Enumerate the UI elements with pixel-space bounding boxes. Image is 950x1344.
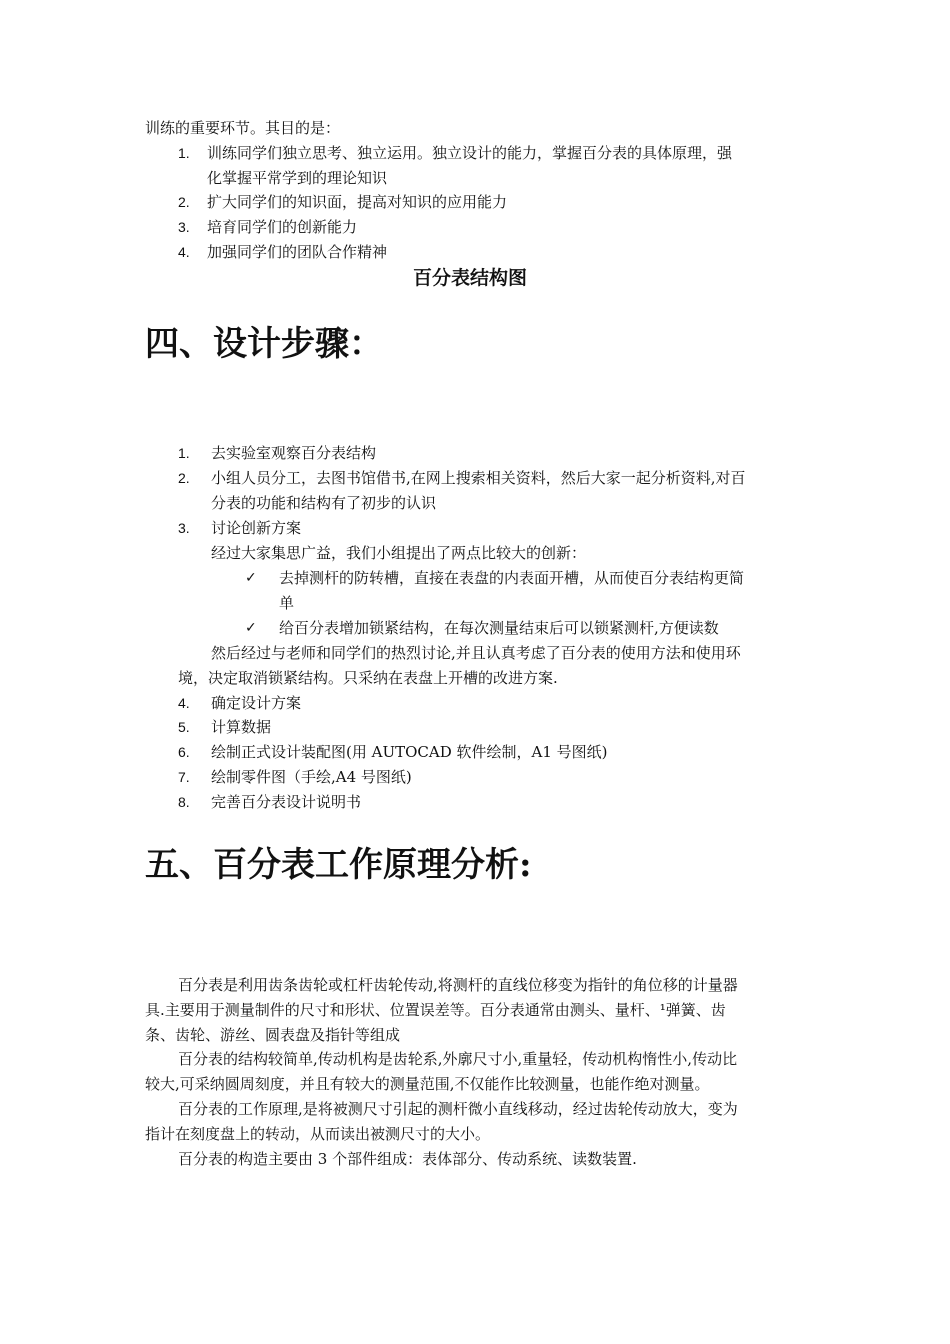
list-number: 2. — [178, 194, 190, 210]
list-item-text: 绘制正式设计装配图(用 AUTOCAD 软件绘制，A1 号图纸) — [211, 743, 608, 761]
paragraph-line: 百分表是利用齿条齿轮或杠杆齿轮传动,将测杆的直线位移变为指针的角位移的计量器 — [178, 976, 738, 994]
decision-text: 然后经过与老师和同学们的热烈讨论,并且认真考虑了百分表的使用方法和使用环 — [211, 644, 741, 662]
section-heading: 四、设计步骤： — [145, 324, 383, 364]
section-heading: 五、百分表工作原理分析: — [145, 845, 532, 885]
list-item-text: 计算数据 — [211, 718, 272, 736]
list-item-text: 加强同学们的团队合作精神 — [207, 243, 388, 261]
intro-line: 训练的重要环节。其目的是： — [145, 119, 341, 137]
list-number: 2. — [178, 470, 190, 486]
list-number: 4. — [178, 695, 190, 711]
list-item-text: 分表的功能和结构有了初步的认识 — [211, 494, 437, 512]
list-number: 1. — [178, 445, 190, 461]
list-item-text: 小组人员分工，去图书馆借书,在网上搜索相关资料，然后大家一起分析资料,对百 — [211, 469, 746, 487]
paragraph-line: 百分表的工作原理,是将被测尺寸引起的测杆微小直线移动，经过齿轮传动放大，变为 — [178, 1100, 738, 1118]
paragraph-line: 较大,可采纳圆周刻度，并且有较大的测量范围,不仅能作比较测量，也能作绝对测量。 — [145, 1075, 710, 1093]
list-number: 7. — [178, 769, 190, 785]
list-number: 8. — [178, 794, 190, 810]
list-item-text: 化掌握平常学到的理论知识 — [207, 169, 388, 187]
list-item-text: 确定设计方案 — [211, 694, 302, 712]
list-number: 6. — [178, 744, 190, 760]
list-item-text: 训练同学们独立思考、独立运用。独立设计的能力，掌握百分表的具体原理，强 — [207, 144, 733, 162]
check-icon: ✓ — [245, 570, 257, 586]
paragraph-line: 具.主要用于测量制件的尺寸和形状、位置误差等。百分表通常由测头、量杆、¹弹簧、齿 — [145, 1001, 726, 1019]
decision-text: 境，决定取消锁紧结构。只采纳在表盘上开槽的改进方案. — [178, 669, 558, 687]
paragraph-line: 百分表的结构较简单,传动机构是齿轮系,外廓尺寸小,重量轻，传动机构惰性小,传动比 — [178, 1050, 738, 1068]
innovation-intro: 经过大家集思广益，我们小组提出了两点比较大的创新： — [211, 544, 587, 562]
list-number: 4. — [178, 244, 190, 260]
list-item-text: 扩大同学们的知识面，提高对知识的应用能力 — [207, 193, 508, 211]
bullet-text: 给百分表增加锁紧结构，在每次测量结束后可以锁紧测杆,方便读数 — [279, 619, 719, 637]
paragraph-line: 百分表的构造主要由 3 个部件组成：表体部分、传动系统、读数装置. — [178, 1150, 637, 1168]
list-number: 3. — [178, 219, 190, 235]
list-item-text: 去实验室观察百分表结构 — [211, 444, 377, 462]
list-number: 3. — [178, 520, 190, 536]
list-item-text: 讨论创新方案 — [211, 519, 302, 537]
list-item-text: 绘制零件图（手绘,A4 号图纸) — [211, 768, 412, 786]
paragraph-line: 条、齿轮、游丝、圆表盘及指针等组成 — [145, 1026, 401, 1044]
bullet-text: 去掉测杆的防转槽，直接在表盘的内表面开槽，从而使百分表结构更简 — [279, 569, 745, 587]
check-icon: ✓ — [245, 620, 257, 636]
bullet-text: 单 — [279, 594, 295, 612]
paragraph-line: 指计在刻度盘上的转动，从而读出被测尺寸的大小。 — [145, 1125, 491, 1143]
list-item-text: 完善百分表设计说明书 — [211, 793, 362, 811]
figure-caption: 百分表结构图 — [413, 267, 528, 289]
list-item-text: 培育同学们的创新能力 — [207, 218, 358, 236]
list-number: 1. — [178, 145, 190, 161]
list-number: 5. — [178, 719, 190, 735]
